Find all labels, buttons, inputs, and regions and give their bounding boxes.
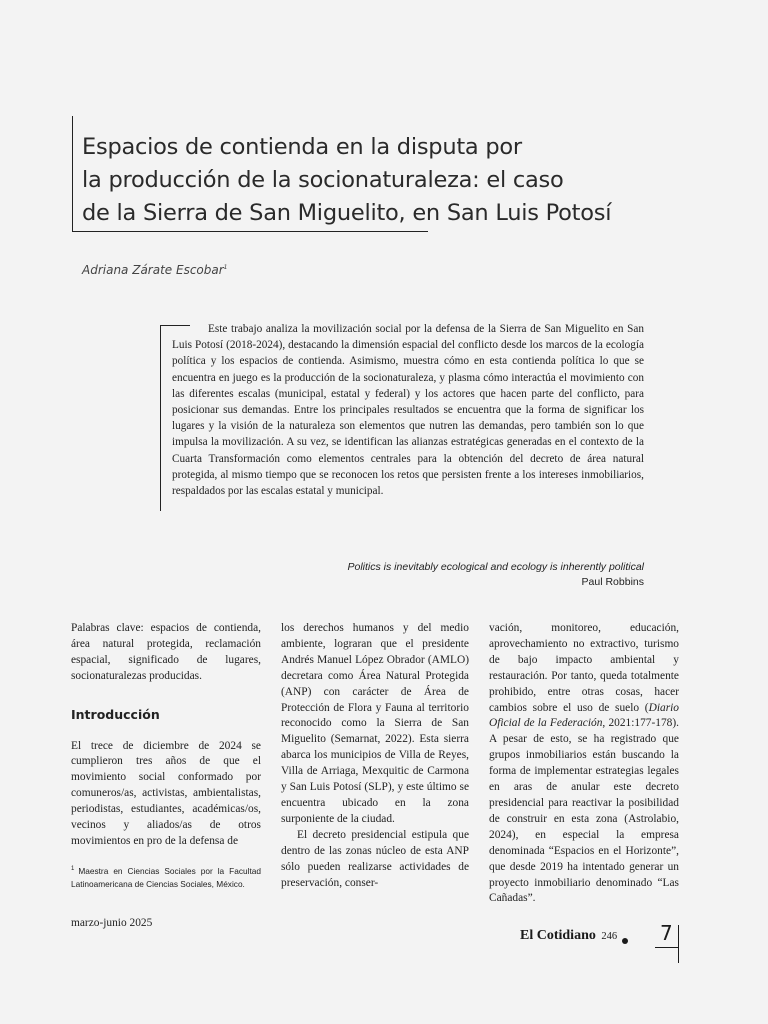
body-paragraph (489, 621, 679, 907)
title-line-1: Espacios de contienda en la disputa por (82, 134, 522, 160)
body-text: , 2021:177-178). A pesar de esto, se ha registrado que grupos inmobiliarios están buscando la forma de implementar estrategias legales en aras de anular este decreto presidencial para reactivar la posibilidad de construir en esta zona (Astrolabio, 2024), en especial la empresa denominada “Espacios en el Horizonte”, que desde 2019 ha intentado generar un proyecto inmobiliario denominado “Las Cañadas”. (489, 717, 680, 905)
bullet-icon (622, 938, 628, 944)
body-paragraph: los derechos humanos y del medio ambiente, lograran que el presidente Andrés Manuel López Obrador (AMLO) decretara como Área Natural Protegida (ANP) con carácter de Área de Protección de Flora y Fauna al territorio reconocido como la Sierra de San Miguelito (Semarnat, 2022). Esta sierra abarca los municipios de Villa de Reyes, Villa de Arriaga, Mexquitic de Carmona y San Luis Potosí (SLP), y este último se encuentra ubicado en la zona surponiente de la ciudad. (281, 622, 469, 825)
section-heading: Introducción (71, 706, 160, 722)
epigraph-quote: Politics is inevitably ecological and ecology is inherently political (347, 561, 644, 573)
body-column-1 (71, 621, 261, 850)
footnote-text: Maestra en Ciencias Sociales por la Facultad Latinoamericana de Ciencias Sociales, México. (71, 865, 261, 889)
page-number-rule-horizontal (655, 947, 679, 948)
body-text: vación, monitoreo, educación, aprovechamiento no extractivo, turismo de bajo impacto ambiental y restauración. Por tanto, queda totalmente prohibido, entre otras cosas, hacer cambios sobre el uso de suelo ( (489, 622, 679, 714)
author-name: Adriana Zárate Escobar (82, 263, 224, 277)
body-column-3 (489, 621, 679, 907)
body-paragraph: El trece de diciembre de 2024 se cumplieron tres años de que el movimiento social conformado por comuneros/as, activistas, ambientalistas, periodistas, estudiantes, académicas/os, vecinos y aliados/as de otros movimientos en pro de la defensa de (71, 739, 261, 847)
journal-name (520, 928, 617, 944)
page-number-rule-vertical (678, 925, 679, 963)
journal-title: El Cotidiano (520, 928, 596, 943)
title-rule-horizontal (72, 231, 428, 232)
author (82, 263, 228, 277)
epigraph (348, 560, 645, 590)
issue-date: marzo-junio 2025 (71, 917, 153, 929)
body-paragraph: El decreto presidencial estipula que dentro de las zonas núcleo de esta ANP sólo pueden realizarse actividades de preservación, conser- (281, 828, 469, 889)
citation-title: Diario Oficial de la Federación (489, 701, 679, 730)
article-title (82, 131, 682, 230)
epigraph-attribution: Paul Robbins (581, 576, 644, 588)
title-rule-vertical (72, 116, 73, 232)
abstract (172, 321, 644, 499)
footnote-mark: 1 (71, 866, 75, 872)
abstract-text: Este trabajo analiza la movilización social por la defensa de la Sierra de San Miguelito en San Luis Potosí (2018-2024), destacando la dimensión espacial del conflicto desde los marcos de la ecología política y los espacios de contienda. Asimismo, muestra cómo en esta contienda política lo que se encuentra en juego es la producción de la socionaturaleza, y plasma cómo interactúa el movimiento con las diferentes escalas (municipal, estatal y federal) y los actores que hacen parte del conflicto, para posicionar sus demandas. Entre los principales resultados se encuentra que la forma de significar los lugares y la visión de la naturaleza son elementos que nutren las demandas, pero también son lo que impulsa la movilización. A su vez, se identifican las alianzas estratégicas generadas en el contexto de la Cuarta Transformación como elementos centrales para la obtención del decreto de área natural protegida, al mismo tiempo que se reconocen los retos que persisten frente a los intereses inmobiliarios, respaldados por las escalas estatal y municipal. (172, 323, 644, 498)
title-line-3: de la Sierra de San Miguelito, en San Luis Potosí (82, 200, 612, 226)
title-line-2: la producción de la socionaturaleza: el caso (82, 167, 564, 193)
abstract-rule-vertical (160, 325, 161, 511)
footnote (71, 863, 261, 891)
page-number: 7 (660, 921, 673, 945)
keywords: Palabras clave: espacios de contienda, área natural protegida, reclamación espacial, significado de lugares, socionaturalezas producidas. (71, 622, 261, 682)
issue-number: 246 (601, 931, 618, 942)
body-column-2 (281, 621, 469, 891)
author-footnote-mark: 1 (223, 264, 228, 271)
